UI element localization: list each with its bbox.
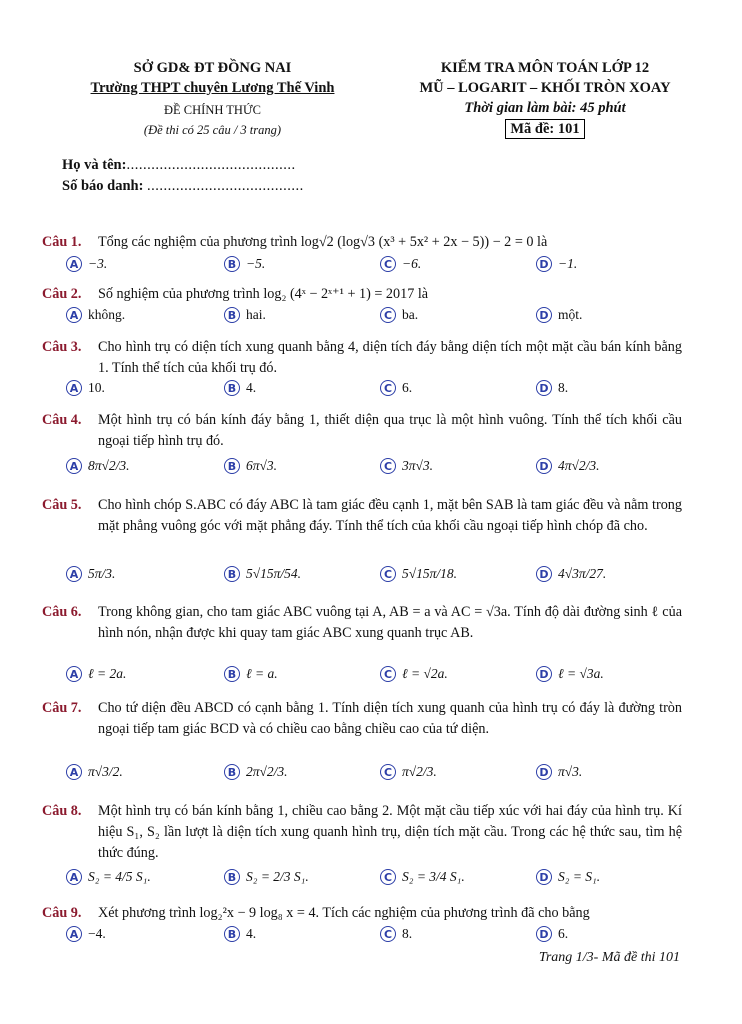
option-letter: A [66, 666, 82, 682]
option-a[interactable] [66, 458, 130, 474]
option-letter: B [224, 764, 240, 780]
id-label: Số báo danh: [62, 178, 144, 194]
question-number: Câu 6. [42, 604, 82, 620]
question-number: Câu 8. [42, 803, 82, 819]
option-b[interactable] [224, 380, 256, 396]
option-value: π√3/2. [88, 764, 123, 779]
option-letter: C [380, 256, 396, 272]
option-letter: B [224, 458, 240, 474]
question-number: Câu 5. [42, 497, 82, 513]
option-letter: A [66, 380, 82, 396]
name-label: Họ và tên: [62, 157, 127, 173]
official-label: ĐỀ CHÍNH THỨC [164, 103, 261, 117]
question-number: Câu 2. [42, 286, 82, 302]
question-text: Tổng các nghiệm của phương trình log√2 (log√3 (x³ + 5x² + 2x − 5)) − 2 = 0 là [98, 234, 548, 250]
question-text: Cho hình trụ có diện tích xung quanh bằng 4, diện tích đáy bằng diện tích một mặt cầu bán kính bằng 1. Tính thể tích của khối trụ đó. [98, 339, 682, 376]
option-letter: A [66, 307, 82, 323]
question-text: Cho tứ diện đều ABCD có cạnh bằng 1. Tính diện tích xung quanh của hình trụ có đáy là đường tròn ngoại tiếp tam giác BCD và có chiều cao bằng chiều cao của tứ diện. [98, 700, 682, 737]
option-letter: C [380, 566, 396, 582]
option-letter: D [536, 666, 552, 682]
option-value: ℓ = √3a. [558, 666, 604, 681]
option-letter: C [380, 869, 396, 885]
question-number: Câu 7. [42, 700, 82, 716]
question-number: Câu 3. [42, 339, 82, 355]
option-c[interactable] [380, 307, 418, 323]
option-a[interactable] [66, 666, 126, 682]
option-letter: D [536, 764, 552, 780]
option-letter: C [380, 307, 396, 323]
option-letter: B [224, 869, 240, 885]
option-letter: D [536, 380, 552, 396]
question-8 [42, 801, 682, 864]
option-value: 8π√2/3. [88, 458, 130, 473]
question-text: Một hình trụ có bán kính bằng 1, chiều cao bằng 2. Một mặt cầu tiếp xúc với hai đáy của hình trụ. Kí hiệu S₁, S₂ lần lượt là diện tích xung quanh hình trụ, diện tích mặt cầu. Trong các hệ thức sau, tìm hệ thức đúng. [98, 803, 682, 861]
option-value: −4. [88, 926, 106, 941]
option-value: 4π√2/3. [558, 458, 600, 473]
department-name: SỞ GD& ĐT ĐỒNG NAI [133, 60, 292, 76]
option-value: 3π√3. [402, 458, 434, 473]
option-d[interactable] [536, 764, 582, 780]
option-value: ℓ = a. [246, 666, 278, 681]
question-number: Câu 9. [42, 905, 82, 921]
option-c[interactable] [380, 458, 433, 474]
option-letter: C [380, 666, 396, 682]
option-d[interactable] [536, 926, 568, 942]
option-value: hai. [246, 307, 266, 322]
option-a[interactable] [66, 764, 123, 780]
question-9 [42, 903, 682, 924]
question-7 [42, 698, 682, 740]
header-left [40, 58, 385, 140]
question-4 [42, 410, 682, 452]
question-6 [42, 602, 682, 644]
option-d[interactable] [536, 666, 604, 682]
option-b[interactable] [224, 256, 265, 272]
option-value: π√2/3. [402, 764, 437, 779]
option-letter: C [380, 380, 396, 396]
option-value: −3. [88, 256, 108, 271]
question-2 [42, 284, 682, 305]
question-text: Trong không gian, cho tam giác ABC vuông tại A, AB = a và AC = √3a. Tính độ dài đường sinh ℓ của hình nón, nhận được khi quay tam giác ABC xung quanh trục AB. [98, 604, 682, 641]
exam-topic: MŨ – LOGARIT – KHỐI TRÒN XOAY [419, 80, 671, 96]
question-5 [42, 495, 682, 537]
question-3 [42, 337, 682, 379]
option-letter: B [224, 256, 240, 272]
option-letter: B [224, 666, 240, 682]
option-value: S₂ = 2/3 S₁. [246, 869, 309, 884]
option-value: 5√15π/18. [402, 566, 458, 581]
option-a[interactable] [66, 926, 106, 942]
option-letter: A [66, 256, 82, 272]
question-text: Một hình trụ có bán kính đáy bằng 1, thiết diện qua trục là một hình vuông. Tính thể tích khối cầu ngoại tiếp hình trụ đó. [98, 412, 682, 449]
exam-title: KIỂM TRA MÔN TOÁN LỚP 12 [440, 60, 650, 76]
option-value: ℓ = 2a. [88, 666, 127, 681]
option-value: −6. [402, 256, 422, 271]
option-value: một. [558, 307, 583, 322]
option-letter: A [66, 869, 82, 885]
option-value: 10. [88, 380, 105, 395]
option-c[interactable] [380, 566, 457, 582]
question-number: Câu 4. [42, 412, 82, 428]
option-value: 5√15π/54. [246, 566, 302, 581]
option-d[interactable] [536, 256, 577, 272]
option-value: ba. [402, 307, 419, 322]
option-value: S₂ = 3/4 S₁. [402, 869, 465, 884]
id-dots: ...................................... [147, 178, 304, 194]
option-d[interactable] [536, 869, 600, 885]
question-number: Câu 1. [42, 234, 82, 250]
option-value: 2π√2/3. [246, 764, 288, 779]
option-c[interactable] [380, 380, 412, 396]
option-b[interactable] [224, 307, 266, 323]
header-right [380, 58, 710, 139]
option-b[interactable] [224, 926, 256, 942]
name-line [62, 157, 296, 174]
option-value: π√3. [558, 764, 583, 779]
option-letter: C [380, 764, 396, 780]
option-a[interactable] [66, 380, 105, 396]
option-letter: D [536, 926, 552, 942]
question-text: Số nghiệm của phương trình log₂ (4ˣ − 2ˣ⁺¹ + 1) = 2017 là [98, 286, 429, 302]
option-b[interactable] [224, 566, 301, 582]
exam-time: Thời gian làm bài: 45 phút [464, 100, 626, 116]
option-value: S₂ = S₁. [558, 869, 601, 884]
school-name: Trường THPT chuyên Lương Thế Vinh [90, 80, 335, 96]
option-d[interactable] [536, 307, 582, 323]
option-d[interactable] [536, 566, 606, 582]
option-c[interactable] [380, 869, 465, 885]
option-b[interactable] [224, 869, 309, 885]
option-letter: C [380, 926, 396, 942]
option-b[interactable] [224, 666, 278, 682]
option-d[interactable] [536, 458, 600, 474]
option-letter: B [224, 307, 240, 323]
option-letter: A [66, 764, 82, 780]
option-value: 8. [402, 926, 413, 941]
question-text: Xét phương trình log₂²x − 9 log₈ x = 4. Tích các nghiệm của phương trình đã cho bằng [98, 905, 590, 921]
option-c[interactable] [380, 764, 437, 780]
option-letter: D [536, 869, 552, 885]
option-value: S₂ = 4/5 S₁. [88, 869, 151, 884]
option-value: 4. [246, 380, 257, 395]
option-letter: D [536, 566, 552, 582]
option-c[interactable] [380, 256, 421, 272]
option-value: 4√3π/27. [558, 566, 607, 581]
option-letter: D [536, 256, 552, 272]
option-letter: A [66, 566, 82, 582]
option-d[interactable] [536, 380, 568, 396]
option-b[interactable] [224, 458, 277, 474]
option-letter: D [536, 307, 552, 323]
option-a[interactable] [66, 256, 107, 272]
question-text: Cho hình chóp S.ABC có đáy ABC là tam giác đều cạnh 1, mặt bên SAB là tam giác đều và nằm trong mặt phẳng vuông góc với mặt phẳng đáy. Tính thể tích của khối cầu ngoại tiếp hình chóp đã cho. [98, 497, 682, 534]
option-letter: B [224, 926, 240, 942]
id-line [62, 178, 304, 195]
option-c[interactable] [380, 926, 412, 942]
option-letter: A [66, 926, 82, 942]
option-letter: B [224, 380, 240, 396]
page-footer: Trang 1/3- Mã đề thi 101 [538, 950, 680, 965]
exam-note: (Đề thi có 25 câu / 3 trang) [143, 123, 282, 137]
option-c[interactable] [380, 666, 448, 682]
option-value: 6. [402, 380, 413, 395]
option-letter: A [66, 458, 82, 474]
option-value: 6π√3. [246, 458, 278, 473]
option-a[interactable] [66, 566, 115, 582]
option-value: không. [88, 307, 126, 322]
option-a[interactable] [66, 869, 151, 885]
question-1 [42, 232, 682, 253]
option-value: −1. [558, 256, 578, 271]
option-value: −5. [246, 256, 266, 271]
option-letter: C [380, 458, 396, 474]
option-letter: D [536, 458, 552, 474]
option-value: 5π/3. [88, 566, 116, 581]
option-value: 4. [246, 926, 257, 941]
option-a[interactable] [66, 307, 125, 323]
option-value: ℓ = √2a. [402, 666, 448, 681]
name-dots: ......................................... [126, 157, 296, 173]
option-value: 6. [558, 926, 569, 941]
exam-code: Mã đề: 101 [505, 119, 584, 139]
option-b[interactable] [224, 764, 288, 780]
option-value: 8. [558, 380, 569, 395]
option-letter: B [224, 566, 240, 582]
